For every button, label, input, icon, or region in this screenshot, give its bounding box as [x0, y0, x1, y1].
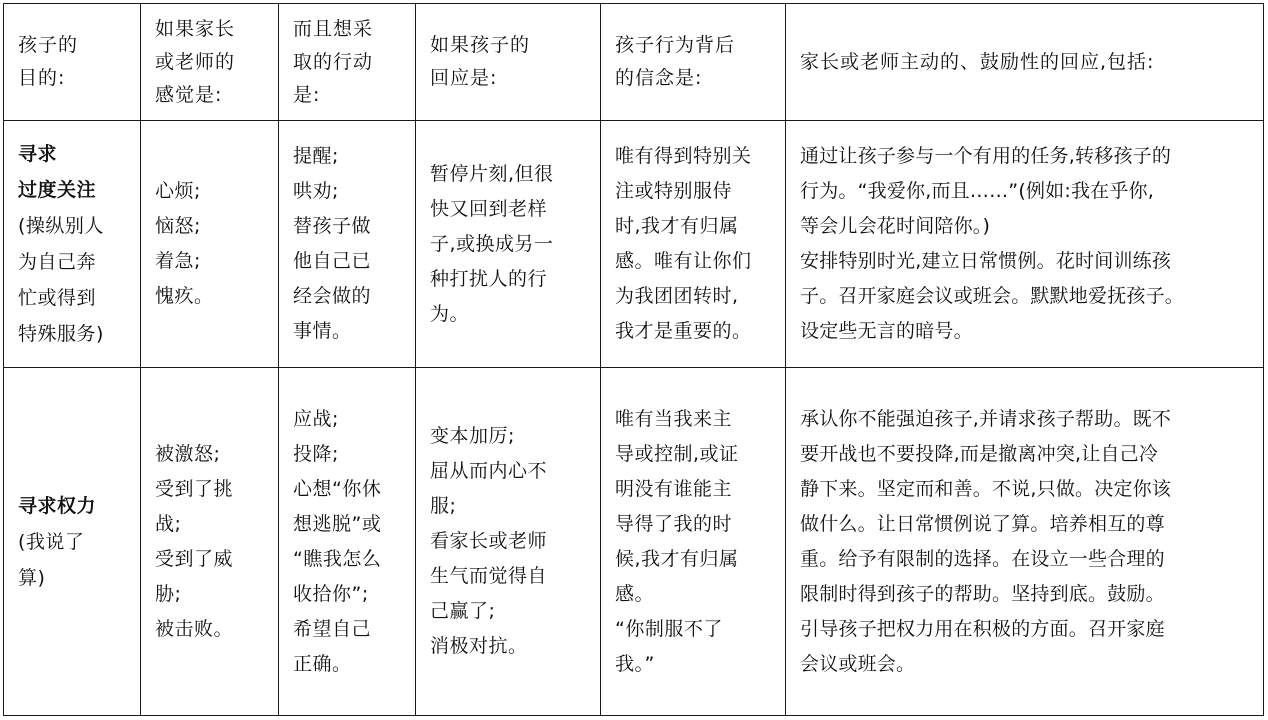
belief-cell: 唯有得到特别关 注或特别服侍 时,我才有归属 感。唯有让你们 为我团团转时, 我才是重要的。	[601, 121, 786, 368]
goal-cell	[4, 368, 141, 716]
child-response-cell: 变本加厉; 屈从而内心不 服; 看家长或老师 生气而觉得自 己赢了; 消极对抗。	[416, 368, 601, 716]
goal-detail: (我说了 算)	[18, 530, 85, 589]
action-cell: 应战; 投降; 心想“你休 想逃脱”或 “瞧我怎么 收拾你”; 希望自己 正确。	[279, 368, 416, 716]
table-row	[4, 121, 1264, 368]
header-goal: 孩子的 目的:	[4, 4, 141, 121]
header-action: 而且想采 取的行动 是:	[279, 4, 416, 121]
belief-cell: 唯有当我来主 导或控制,或证 明没有谁能主 导得了我的时 候,我才有归属 感。 “你制服不了 我。”	[601, 368, 786, 716]
encouraging-response-cell: 通过让孩子参与一个有用的任务,转移孩子的 行为。“我爱你,而且……”(例如:我在乎你, 等会儿会花时间陪你。) 安排特别时光,建立日常惯例。花时间训练孩 子。召开家庭会议或班会。默默地爱抚孩子。 设定些无言的暗号。	[786, 121, 1264, 368]
encouraging-response-cell: 承认你不能强迫孩子,并请求孩子帮助。既不 要开战也不要投降,而是撤离冲突,让自己冷 静下来。坚定而和善。不说,只做。决定你该 做什么。让日常惯例说了算。培养相互的尊 重。给予有限制的选择。在设立一些合理的 限制时得到孩子的帮助。坚持到底。鼓励。 引导孩子把权力用在积极的方面。召开家庭 会议或班会。	[786, 368, 1264, 716]
header-row	[4, 4, 1264, 121]
goal-cell	[4, 121, 141, 368]
goals-table	[3, 3, 1264, 716]
header-feeling: 如果家长 或老师的 感觉是:	[141, 4, 279, 121]
goal-title: 寻求权力	[18, 494, 97, 517]
header-belief: 孩子行为背后 的信念是:	[601, 4, 786, 121]
table-row	[4, 368, 1264, 716]
goal-detail: (操纵别人 为自己奔 忙或得到 特殊服务)	[18, 215, 104, 345]
header-encouraging-response: 家长或老师主动的、鼓励性的回应,包括:	[786, 4, 1264, 121]
goals-of-misbehavior-chart	[3, 3, 1263, 715]
feeling-cell: 被激怒; 受到了挑 战; 受到了威 胁; 被击败。	[141, 368, 279, 716]
feeling-cell: 心烦; 恼怒; 着急; 愧疚。	[141, 121, 279, 368]
header-child-response: 如果孩子的 回应是:	[416, 4, 601, 121]
child-response-cell: 暂停片刻,但很 快又回到老样 子,或换成另一 种打扰人的行 为。	[416, 121, 601, 368]
goal-title: 寻求 过度关注	[18, 143, 97, 201]
action-cell: 提醒; 哄劝; 替孩子做 他自己已 经会做的 事情。	[279, 121, 416, 368]
